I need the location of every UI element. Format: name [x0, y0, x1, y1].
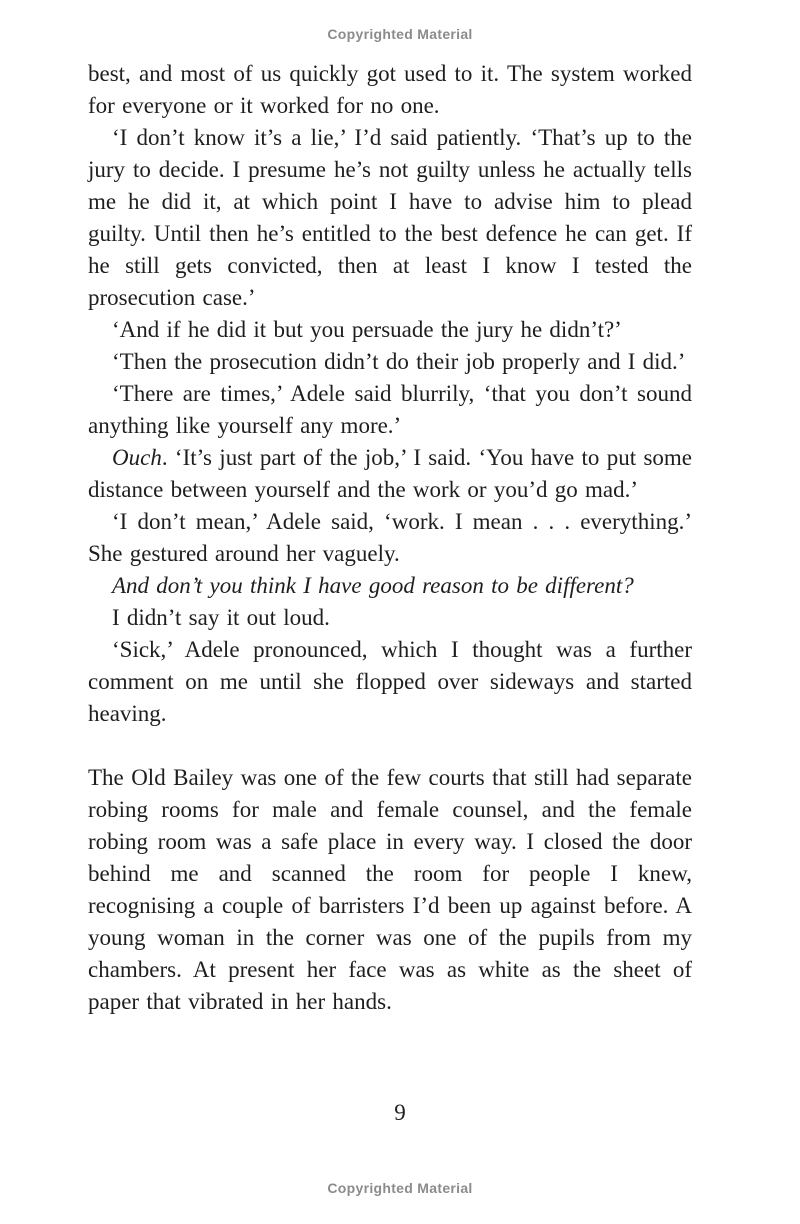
text-segment: . ‘It’s just part of the job,’ I said. ‘You have to put some distance between yourself and the work or you’d go mad.’: [88, 445, 692, 502]
text-segment: ‘I don’t mean,’ Adele said, ‘work. I mean . . . everything.’ She gestured around her vaguely.: [88, 509, 692, 566]
text-segment: ‘Then the prosecution didn’t do their job properly and I did.’: [112, 349, 686, 374]
copyright-notice-bottom: Copyrighted Material: [327, 1180, 473, 1196]
text-segment: ‘Sick,’ Adele pronounced, which I thought was a further comment on me until she flopped over sideways and started heaving.: [88, 637, 692, 726]
page-body-text: [88, 58, 692, 1018]
paragraph: [88, 506, 692, 570]
text-segment: ‘There are times,’ Adele said blurrily, ‘that you don’t sound anything like yourself any more.’: [88, 381, 692, 438]
paragraph: [88, 378, 692, 442]
paragraph: [88, 122, 692, 314]
text-segment: ‘I don’t know it’s a lie,’ I’d said patiently. ‘That’s up to the jury to decide. I presume he’s not guilty unless he actually tells me he did it, at which point I have to advise him to plead guilty. Until then he’s entitled to the best defence he can get. If he still gets convicted, then at least I know I tested the prosecution case.’: [88, 125, 692, 310]
italic-text-segment: And don’t you think I have good reason to be different?: [112, 573, 634, 598]
text-segment: ‘And if he did it but you persuade the jury he didn’t?’: [112, 317, 622, 342]
paragraph: [88, 314, 692, 346]
paragraph: [88, 634, 692, 730]
copyright-notice-top: Copyrighted Material: [327, 26, 473, 42]
italic-text-segment: Ouch: [112, 445, 162, 470]
page-number: 9: [394, 1100, 406, 1125]
paragraph: [88, 442, 692, 506]
text-segment: I didn’t say it out loud.: [112, 605, 330, 630]
text-segment: The Old Bailey was one of the few courts that still had separate robing rooms for male and female counsel, and the female robing room was a safe place in every way. I closed the door behind me and scanned the room for people I knew, recognising a couple of barristers I’d been up against before. A young woman in the corner was one of the pupils from my chambers. At present her face was as white as the sheet of paper that vibrated in her hands.: [88, 765, 692, 1014]
paragraph: [88, 602, 692, 634]
paragraph: [88, 570, 692, 602]
paragraph: [88, 58, 692, 122]
paragraph: [88, 762, 692, 1018]
paragraph: [88, 346, 692, 378]
text-segment: best, and most of us quickly got used to it. The system worked for everyone or it worked for no one.: [88, 61, 692, 118]
